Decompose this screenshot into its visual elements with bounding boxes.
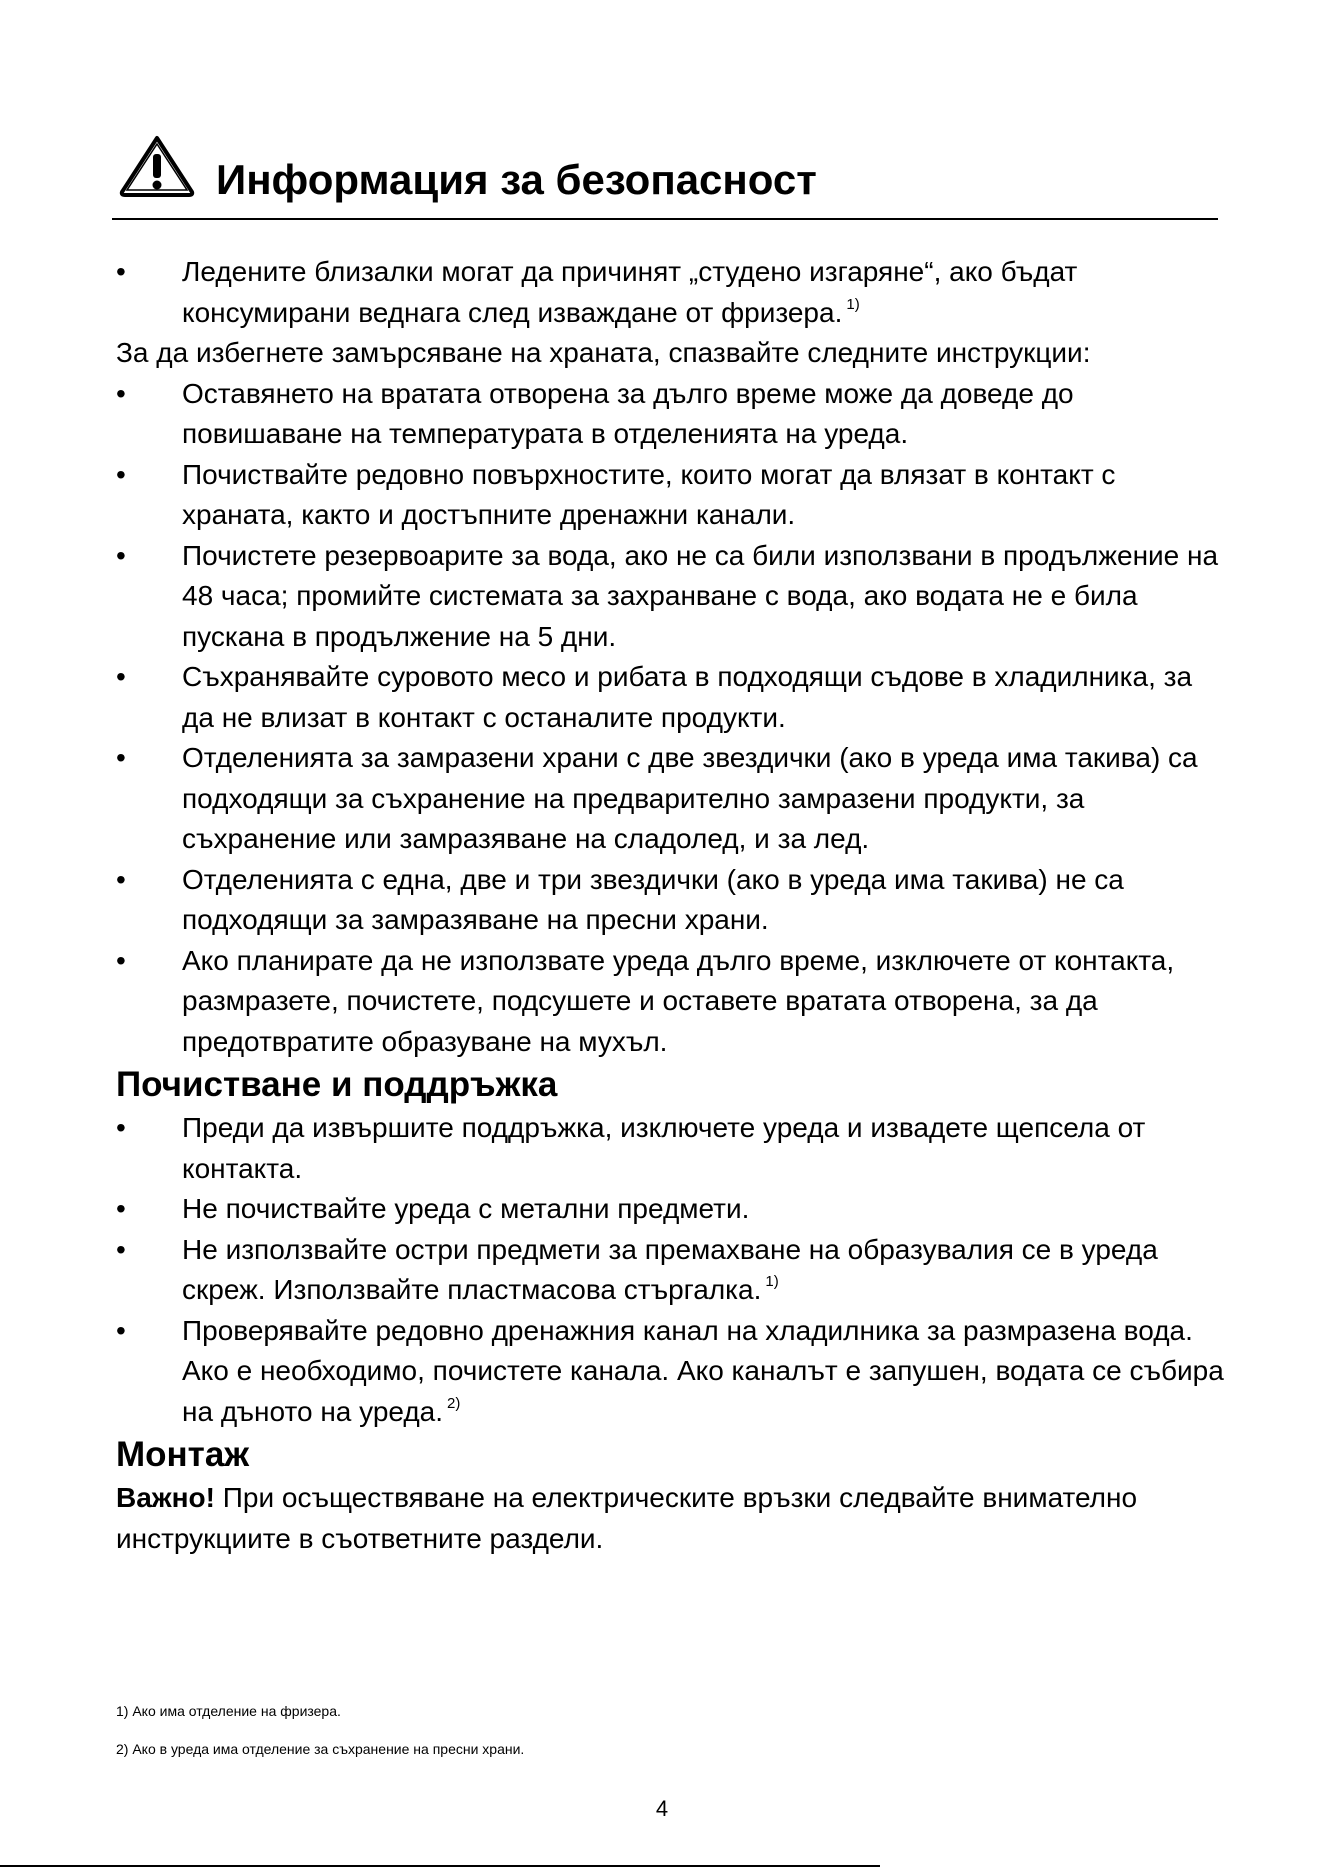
bullet-symbol: • — [116, 742, 126, 773]
list-item: • Ледените близалки могат да причинят „студено изгаряне“, ако бъдат консумирани веднага след изваждане от фризера. $^{1)}$ — [116, 252, 1226, 333]
list-item: • Отделенията с една, две и три звездички (ако в уреда има такива) не са подходящи за замразяване на пресни храни. — [116, 860, 1226, 941]
bullet-symbol: • — [116, 377, 126, 409]
footnote-1: 1) Ако има отделение на фризера. — [116, 1703, 341, 1719]
page-title: Информация за безопасност — [216, 156, 817, 203]
bullet-symbol: • — [116, 256, 126, 287]
section-header — [112, 130, 1218, 220]
warning-triangle-icon — [118, 134, 196, 198]
list-item: • Не използвайте остри предмети за премахване на образувалия се в уреда скреж. Използвайте пластмасова стъргалка. $^{1)}$ — [116, 1230, 1226, 1311]
list-item: • Ако планирате да не използвате уреда дълго време, изключете от контакта, размразете, почистете, подсушете и оставете вратата отворена, за да предотвратите образуване на мухъл. — [116, 941, 1226, 1063]
footnote-ref: 1) — [846, 295, 860, 313]
paragraph-intro: За да избегнете замърсяване на храната, спазвайте следните инструкции: — [116, 337, 1091, 368]
list-item: • Преди да извършите поддръжка, изключете уреда и извадете щепсела от контакта. — [116, 1108, 1226, 1189]
list-item: • Почистете резервоарите за вода, ако не са били използвани в продължение на 48 часа; промийте системата за захранване с вода, ако водата не е била пускана в продължение на 5 дни. — [116, 536, 1226, 658]
list-item: • Не почиствайте уреда с метални предмети. — [116, 1189, 1226, 1230]
bullet-symbol: • — [116, 661, 126, 692]
list-item: • Проверявайте редовно дренажния канал на хладилника за размразена вода. Ако е необходимо, почистете канала. Ако каналът е запушен, водата се събира на дъното на уреда. $^{2)}$ — [116, 1311, 1226, 1433]
page-number: 4 — [655, 1796, 669, 1821]
document-body — [116, 252, 1226, 1559]
list-item: • Оставянето на вратата отворена за дълго време може да доведе до повишаване на температурата в отделенията на уреда. — [116, 374, 1226, 455]
footnote-2: 2) Ако в уреда има отделение за съхранение на пресни храни. — [116, 1741, 525, 1757]
footnote-ref: 2) — [447, 1394, 461, 1412]
bullet-symbol: • — [116, 1314, 126, 1346]
important-label: Важно! — [116, 1482, 215, 1513]
bullet-symbol: • — [116, 863, 126, 895]
footer-rule — [0, 1865, 880, 1867]
bullet-symbol: • — [116, 458, 126, 490]
list-item: • Почиствайте редовно повърхностите, които могат да влязат в контакт с храната, както и достъпните дренажни канали. — [116, 455, 1226, 536]
bullet-symbol: • — [116, 1233, 126, 1265]
section-heading-installation: Монтаж — [116, 1435, 250, 1474]
section-heading-cleaning: Почистване и поддръжка — [116, 1065, 558, 1104]
list-item: • Съхранявайте суровото месо и рибата в подходящи съдове в хладилника, за да не влизат в контакт с останалите продукти. — [116, 657, 1226, 738]
footnotes — [116, 1692, 524, 1768]
bullet-symbol: • — [116, 1112, 126, 1143]
bullet-symbol: • — [116, 539, 126, 571]
bullet-symbol: • — [116, 1193, 126, 1224]
bullet-symbol: • — [116, 944, 126, 976]
list-item: • Отделенията за замразени храни с две звездички (ако в уреда има такива) са подходящи за съхранение на предварително замразени продукти, за съхранение или замразяване на сладолед, и за лед. — [116, 738, 1226, 860]
important-text: При осъществяване на електрическите връзки следвайте внимателно инструкциите в съответните раздели. — [116, 1482, 1138, 1554]
important-paragraph — [116, 1478, 1226, 1559]
footnote-ref: 1) — [765, 1273, 779, 1290]
